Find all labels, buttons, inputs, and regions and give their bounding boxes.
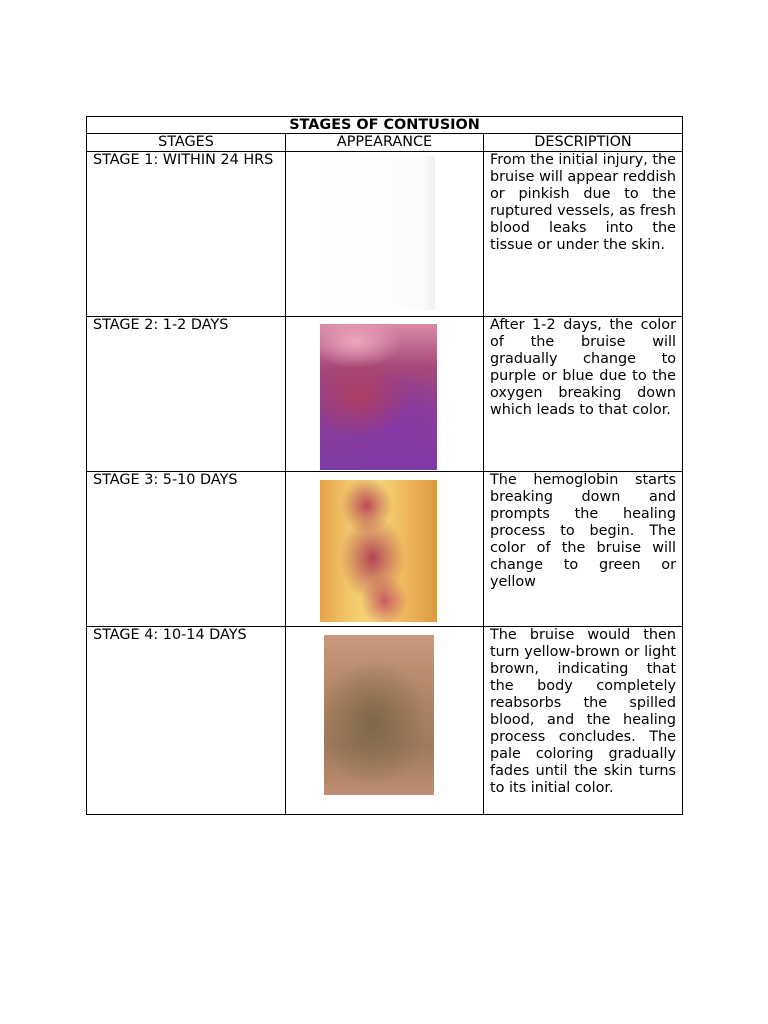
header-appearance: APPEARANCE: [286, 134, 484, 152]
bruise-image-stage-3: [320, 480, 437, 622]
appearance-cell: [286, 317, 484, 472]
stage-description: The hemoglobin starts breaking down and prompts the healing process to begin. The color of the bruise will change to green or yellow: [484, 472, 683, 627]
appearance-cell: [286, 627, 484, 815]
stages-table: [86, 116, 683, 815]
stage-label: STAGE 4: 10-14 DAYS: [87, 627, 286, 815]
bruise-image-stage-2: [320, 324, 437, 470]
bruise-image-stage-4: [324, 635, 434, 795]
stage-description: The bruise would then turn yellow-brown or light brown, indicating that the body completely reabsorbs the spilled blood, and the healing process concludes. The pale coloring gradually fades until the skin turns to its initial color.: [484, 627, 683, 815]
appearance-cell: [286, 152, 484, 317]
stage-description: After 1-2 days, the color of the bruise will gradually change to purple or blue due to the oxygen breaking down which leads to that color.: [484, 317, 683, 472]
table-row: [87, 317, 683, 472]
table-row: [87, 152, 683, 317]
stage-label: STAGE 1: WITHIN 24 HRS: [87, 152, 286, 317]
table-title: STAGES OF CONTUSION: [87, 117, 683, 134]
stage-label: STAGE 3: 5-10 DAYS: [87, 472, 286, 627]
header-stages: STAGES: [87, 134, 286, 152]
bruise-image-stage-1: [319, 156, 435, 310]
header-description: DESCRIPTION: [484, 134, 683, 152]
table-row: [87, 627, 683, 815]
table-row: [87, 472, 683, 627]
stage-label: STAGE 2: 1-2 DAYS: [87, 317, 286, 472]
stage-description: From the initial injury, the bruise will appear reddish or pinkish due to the ruptured vessels, as fresh blood leaks into the tissue or under the skin.: [484, 152, 683, 317]
appearance-cell: [286, 472, 484, 627]
